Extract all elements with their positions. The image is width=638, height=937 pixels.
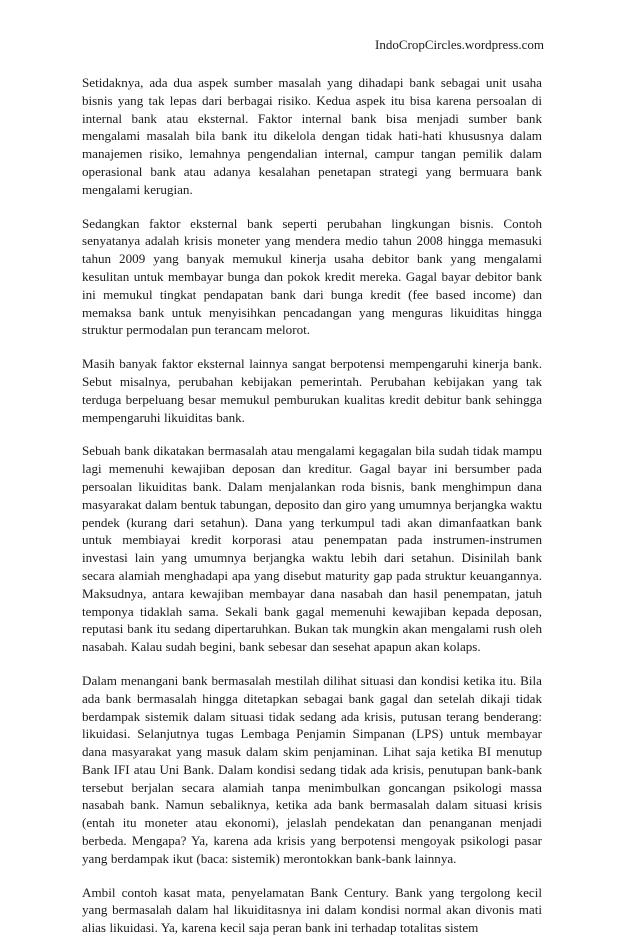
paragraph-2: Sedangkan faktor eksternal bank seperti perubahan lingkungan bisnis. Contoh senyatanya adalah krisis moneter yang mendera medio tahun 2008 hingga memasuki tahun 2009 yang banyak memukul kinerja usaha debitor bank yang mengalami kesulitan untuk membayar bunga dan pokok kredit mereka. Gagal bayar debitor bank ini memukul tingkat pendapatan bank dari bunga kredit (fee based income) dan memaksa bank untuk menyisihkan pencadangan yang menguras likuiditas hingga struktur permodalan pun terancam melorot. [82, 215, 542, 338]
page-header-site[interactable]: IndoCropCircles.wordpress.com [375, 37, 544, 52]
paragraph-4: Sebuah bank dikatakan bermasalah atau mengalami kegagalan bila sudah tidak mampu lagi memenuhi kewajiban deposan dan kreditur. Gagal bayar ini bersumber pada persoalan likuiditas bank. Dalam menjalankan roda bisnis, bank menghimpun dana masyarakat dalam bentuk tabungan, deposito dan giro yang umumnya berjangka waktu pendek (kurang dari setahun). Dana yang terkumpul tadi akan dimanfaatkan bank untuk membiayai kredit korporasi atau penempatan pada instrumen-instrumen investasi lain yang umumnya berjangka waktu lebih dari setahun. Disinilah bank secara alamiah menghadapi apa yang disebut maturity gap pada struktur keuangannya. Maksudnya, antara kewajiban membayar dana nasabah dan hasil penempatan, jatuh temponya tidaklah sama. Sekali bank gagal memenuhi kewajiban kepada deposan, reputasi bank itu sedang dipertaruhkan. Bukan tak mungkin akan mengalami rush oleh nasabah. Kalau sudah begini, bank sebesar dan sesehat apapun akan kolaps. [82, 443, 542, 655]
document-body [82, 74, 542, 937]
paragraph-5: Dalam menangani bank bermasalah mestilah dilihat situasi dan kondisi ketika itu. Bila ada bank bermasalah hingga ditetapkan sebagai bank gagal dan setelah dikaji tidak berdampak sistemik dalam situasi tidak sedang ada krisis, putusan terang benderang: likuidasi. Selanjutnya tugas Lembaga Penjamin Simpanan (LPS) untuk membayar dana masyarakat yang masuk dalam skim penjaminan. Lihat saja ketika BI menutup Bank IFI atau Uni Bank. Dalam kondisi sedang tidak ada krisis, penutupan bank-bank tersebut berjalan secara alamiah tanpa menimbulkan goncangan psikologi massa nasabah bank. Namun sebaliknya, ketika ada bank bermasalah dalam situasi krisis (entah itu moneter atau ekonomi), jelaslah pendekatan dan penanganan menjadi berbeda. Mengapa? Ya, karena ada krisis yang berpotensi mengoyak psikologi pasar yang berdampak ikut (baca: sistemik) merontokkan bank-bank lainnya. [82, 672, 542, 866]
paragraph-6: Ambil contoh kasat mata, penyelamatan Bank Century. Bank yang tergolong kecil yang bermasalah dalam hal likuiditasnya ini dalam kondisi normal akan divonis mati alias likuidasi. Ya, karena kecil saja peran bank ini terhadap totalitas sistem [82, 884, 542, 936]
paragraph-1: Setidaknya, ada dua aspek sumber masalah yang dihadapi bank sebagai unit usaha bisnis yang tak lepas dari berbagai risiko. Kedua aspek itu bisa karena persoalan di internal bank atau eksternal. Faktor internal bank bisa menjadi sumber bank mengalami masalah bila bank itu dikelola dengan tidak hati-hati khususnya dalam manajemen risiko, lemahnya pengendalian internal, campur tangan pemilik dalam operasional bank atau adanya kesalahan penetapan strategi yang bermuara bank mengalami kerugian. [82, 75, 542, 197]
paragraph-3: Masih banyak faktor eksternal lainnya sangat berpotensi mempengaruhi kinerja bank. Sebut misalnya, perubahan kebijakan pemerintah. Perubahan kebijakan yang tak terduga berpeluang besar memukul pemburukan kualitas kredit debitur bank sehingga mempengaruhi likuiditas bank. [82, 356, 542, 425]
